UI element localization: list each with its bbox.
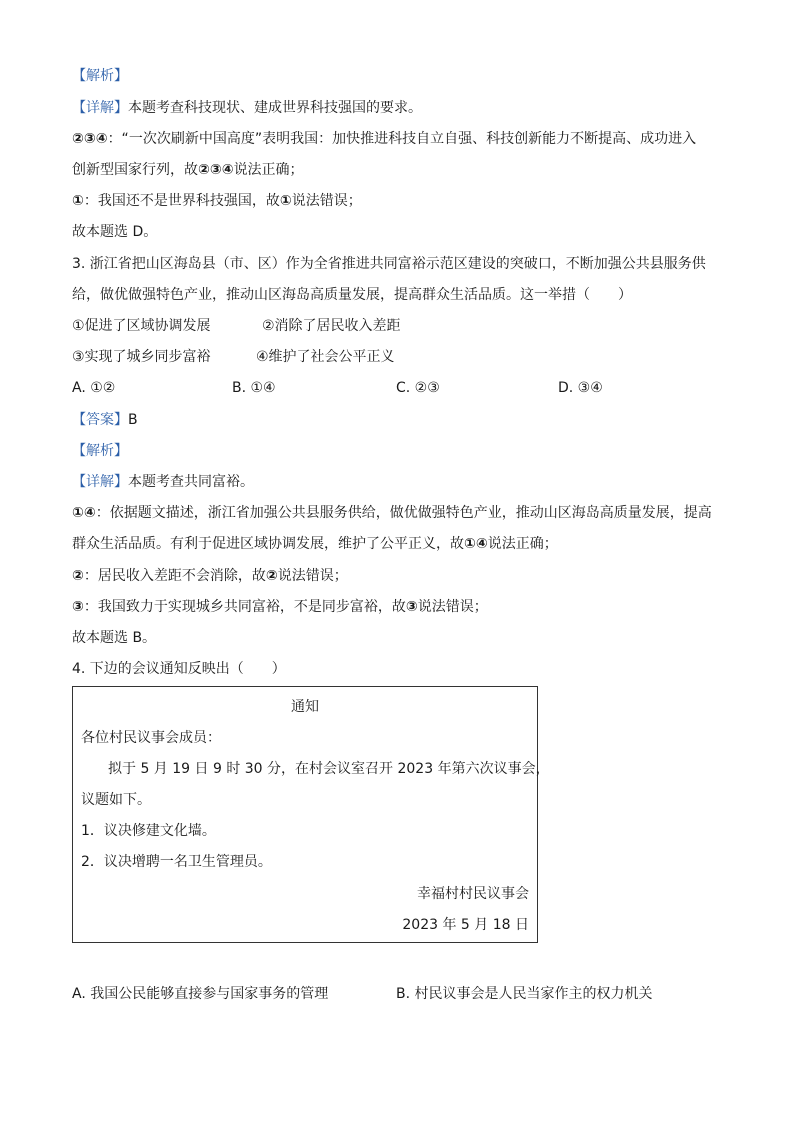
option-marks: ②③④ <box>198 162 234 178</box>
notice-salutation: 各位村民议事会成员： <box>81 730 221 746</box>
choice-c: C. ②③ <box>396 380 440 396</box>
analysis-line <box>72 597 488 617</box>
conclusion: 故本题选 D。 <box>72 224 158 240</box>
analysis-text: ：我国致力于实现城乡共同富裕，不是同步富裕，故 <box>83 599 406 615</box>
detail-tag: 【详解】 <box>72 100 128 116</box>
notice-body: 议题如下。 <box>81 792 151 808</box>
notice-agenda-item: 2．议决增聘一名卫生管理员。 <box>81 854 272 870</box>
notice-signature: 幸福村村民议事会 <box>417 886 529 902</box>
choice-b: B. 村民议事会是人民当家作主的权力机关 <box>396 986 653 1002</box>
statement-item: ②消除了居民收入差距 <box>262 318 401 334</box>
answer-tag: 【答案】 <box>72 412 128 428</box>
choice-a: A. 我国公民能够直接参与国家事务的管理 <box>72 986 329 1002</box>
statement-item: ③实现了城乡同步富裕 <box>72 349 211 365</box>
analysis-line <box>72 191 362 211</box>
detail-tag: 【详解】 <box>72 474 128 490</box>
analysis-text: ：依据题文描述，浙江省加强公共县服务供给，做优做强特色产业，推动山区海岛高质量发展，提高 <box>95 505 712 521</box>
analysis-heading: 【解析】 <box>72 68 128 84</box>
statement-item: ④维护了社会公平正义 <box>256 349 395 365</box>
detail-paragraph <box>72 472 254 492</box>
answer-line <box>72 410 138 430</box>
conclusion: 故本题选 B。 <box>72 630 157 646</box>
option-marks: ①④ <box>72 505 96 521</box>
analysis-heading: 【解析】 <box>72 443 128 459</box>
question-stem: 3. 浙江省把山区海岛县（市、区）作为全省推进共同富裕示范区建设的突破口，不断加强公共县服务供 <box>72 256 706 272</box>
analysis-text: ：居民收入差距不会消除，故 <box>83 568 266 584</box>
option-mark: ② <box>72 568 84 584</box>
option-mark: ① <box>72 193 84 209</box>
choice-b: B. ①④ <box>232 380 276 396</box>
choice-d: D. ③④ <box>558 380 603 396</box>
detail-text: 本题考查科技现状、建成世界科技强国的要求。 <box>128 100 422 116</box>
analysis-line <box>72 160 304 180</box>
analysis-text: 说法错误； <box>417 599 488 615</box>
analysis-text: ：“一次次刷新中国高度”表明我国：加快推进科技自立自强、科技创新能力不断提高、成功进入 <box>107 131 697 147</box>
option-mark: ① <box>279 193 292 209</box>
statement-item: ①促进了区域协调发展 <box>72 318 211 334</box>
notice-date: 2023 年 5 月 18 日 <box>402 917 529 933</box>
analysis-text: 说法错误； <box>277 568 348 584</box>
analysis-line <box>72 503 712 523</box>
analysis-text: 说法正确； <box>487 536 558 552</box>
analysis-text: 说法错误； <box>291 193 362 209</box>
option-mark: ③ <box>405 599 418 615</box>
question-stem: 4. 下边的会议通知反映出（ ） <box>72 661 286 677</box>
detail-text: 本题考查共同富裕。 <box>128 474 254 490</box>
answer-value: B <box>128 412 138 428</box>
option-marks: ②③④ <box>72 131 108 147</box>
analysis-text: 群众生活品质。有利于促进区域协调发展，维护了公平正义，故 <box>72 536 464 552</box>
notice-title: 通知 <box>291 699 319 715</box>
analysis-line <box>72 566 348 586</box>
option-marks: ①④ <box>464 536 488 552</box>
analysis-text: 创新型国家行列，故 <box>72 162 198 178</box>
option-mark: ③ <box>72 599 84 615</box>
analysis-line <box>72 129 696 149</box>
detail-paragraph <box>72 98 422 118</box>
notice-body: 拟于 5 月 19 日 9 时 30 分，在村会议室召开 2023 年第六次议事会， <box>108 761 550 777</box>
analysis-text: 说法正确； <box>233 162 304 178</box>
choice-a: A. ①② <box>72 380 116 396</box>
question-stem: 给，做优做强特色产业，推动山区海岛高质量发展，提高群众生活品质。这一举措（ ） <box>72 287 632 303</box>
notice-agenda-item: 1．议决修建文化墙。 <box>81 823 216 839</box>
meeting-notice <box>72 686 550 943</box>
analysis-text: ：我国还不是世界科技强国，故 <box>83 193 280 209</box>
option-mark: ② <box>265 568 278 584</box>
analysis-line <box>72 534 558 554</box>
